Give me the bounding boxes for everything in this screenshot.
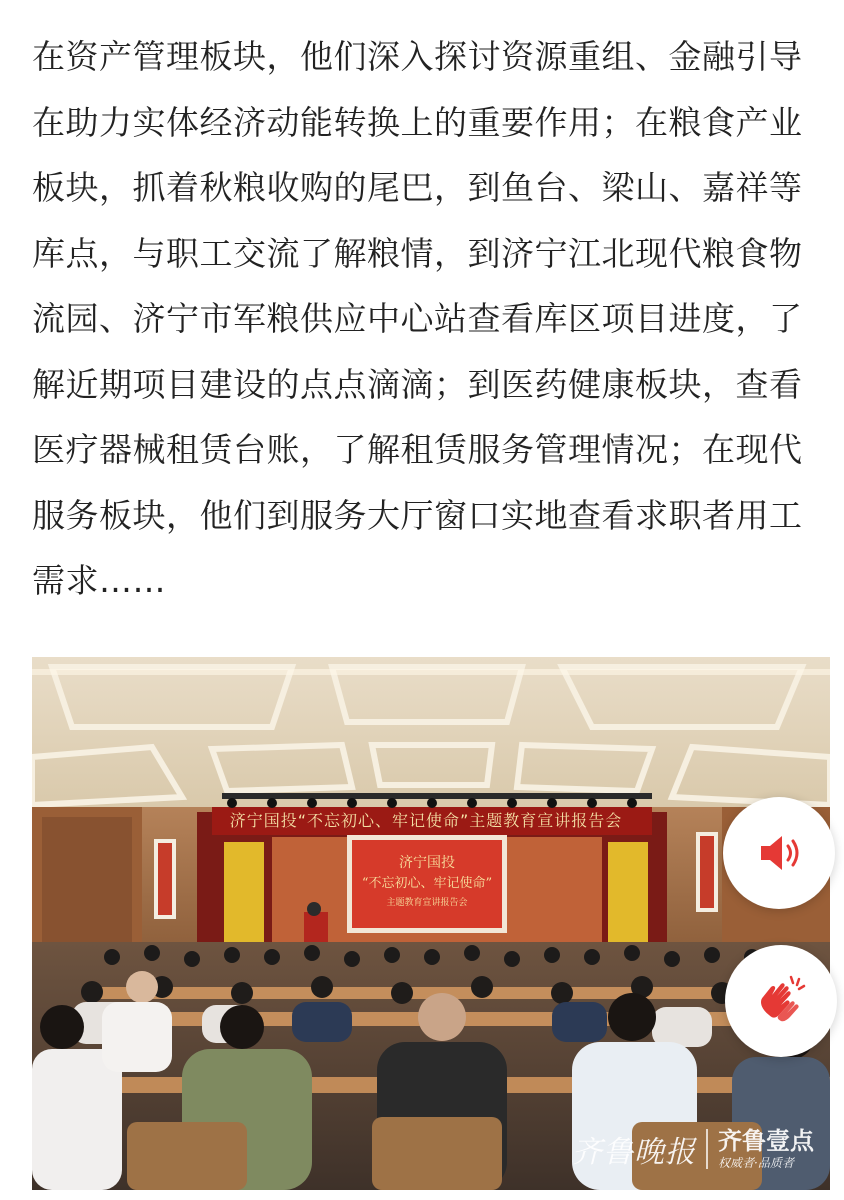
screen-title-line2: “不忘初心、牢记使命” bbox=[361, 876, 493, 891]
sound-button[interactable] bbox=[723, 797, 835, 909]
conference-scene bbox=[32, 657, 830, 1190]
watermark-divider bbox=[706, 1129, 708, 1169]
clap-hands-icon bbox=[751, 971, 811, 1031]
screen-title-line1: 济宁国投 bbox=[399, 855, 455, 871]
newspaper-watermark bbox=[572, 1127, 814, 1171]
speaker-icon bbox=[751, 825, 807, 881]
watermark-slogan: 权威者·品质者 bbox=[718, 1156, 794, 1170]
watermark-paper-name: 齐鲁晚报 bbox=[572, 1135, 696, 1170]
article-paragraph: 在资产管理板块，他们深入探讨资源重组、金融引导在助力实体经济动能转换上的重要作用；在粮食产业板块，抓着秋粮收购的尾巴，到鱼台、梁山、嘉祥等库点，与职工交流了解粮情，到济宁江北现代粮食物流园、济宁市军粮供应中心站查看库区项目进度，了解近期项目建设的点点滴滴；到医药健康板块，查看医疗器械租赁台账，了解租赁服务管理情况；在现代服务板块，他们到服务大厅窗口实地查看求职者用工需求…… bbox=[32, 37, 803, 600]
screen-title-line3: 主题教育宣讲报告会 bbox=[386, 898, 468, 908]
watermark-brand-block bbox=[718, 1129, 814, 1169]
watermark-brand-name: 齐鲁壹点 bbox=[718, 1127, 814, 1155]
clap-button[interactable] bbox=[725, 945, 837, 1057]
stage-banner-text: 济宁国投“不忘初心、牢记使命”主题教育宣讲报告会 bbox=[229, 811, 623, 830]
article-photo bbox=[32, 657, 830, 1190]
